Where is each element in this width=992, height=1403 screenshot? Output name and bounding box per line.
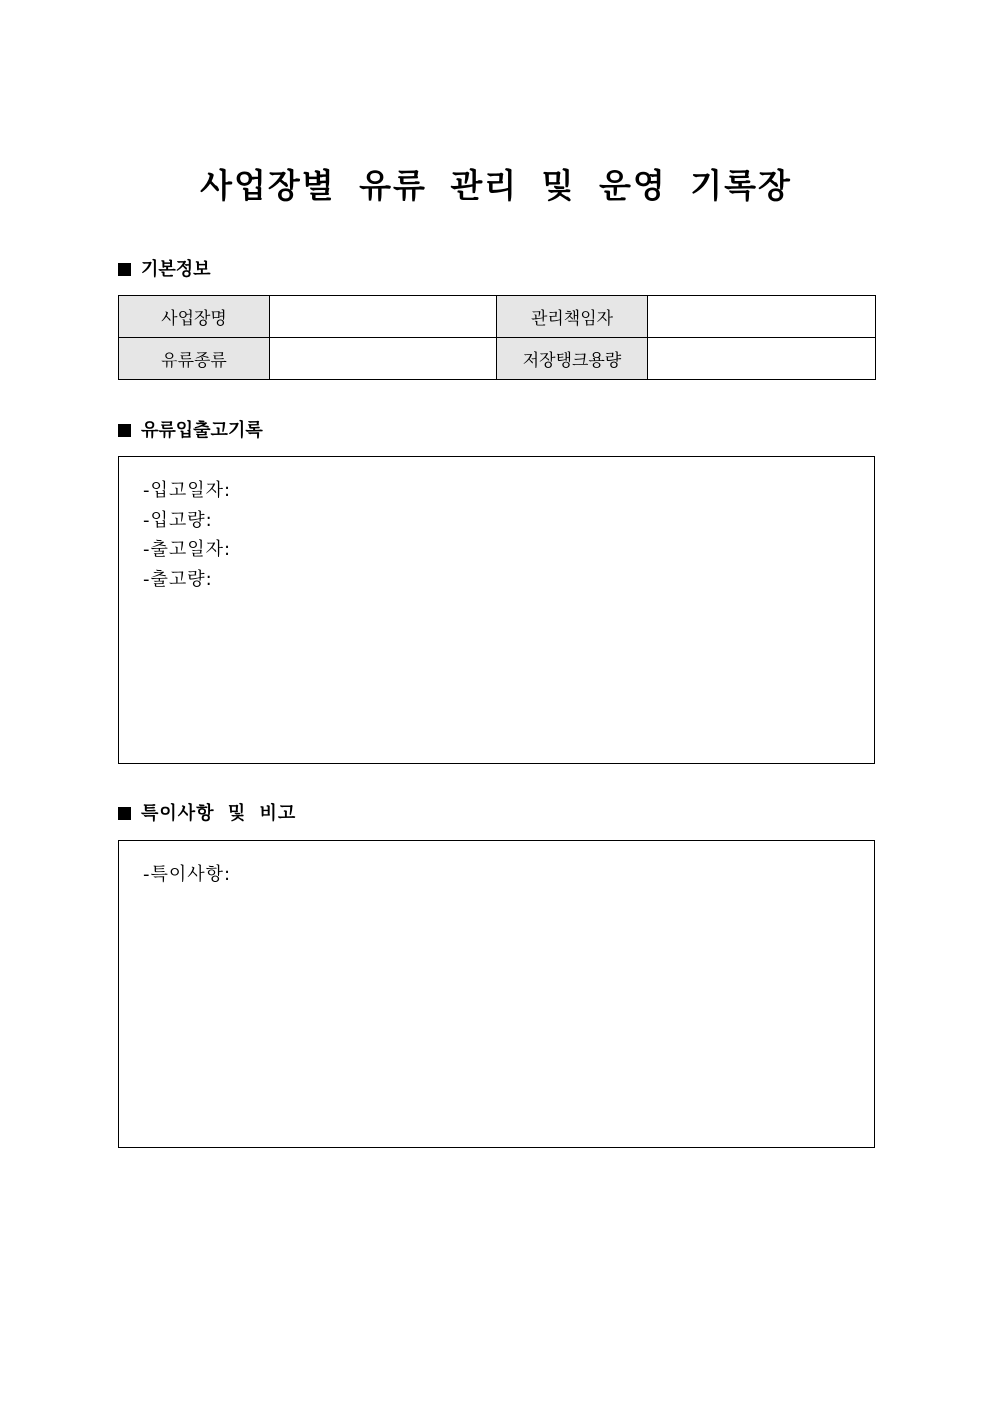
section-heading-records-label: 유류입출고기록 bbox=[141, 420, 263, 441]
table-row bbox=[119, 338, 876, 380]
tank-capacity-label: 저장탱크용량 bbox=[497, 338, 648, 380]
fuel-type-label: 유류종류 bbox=[119, 338, 270, 380]
square-bullet-icon bbox=[118, 424, 131, 437]
section-heading-basic-info bbox=[118, 258, 211, 282]
page-title: 사업장별 유류 관리 및 운영 기록장 bbox=[200, 166, 792, 205]
remarks-lines bbox=[143, 860, 231, 890]
fuel-type-field[interactable] bbox=[270, 338, 497, 380]
release-date-line: -출고일자: bbox=[143, 539, 232, 560]
receipt-amount-line: -입고량: bbox=[143, 509, 213, 531]
manager-label: 관리책임자 bbox=[497, 296, 648, 338]
section-heading-remarks bbox=[118, 802, 296, 826]
section-heading-basic-info-label: 기본정보 bbox=[141, 259, 211, 280]
basic-info-table bbox=[118, 295, 876, 380]
business-name-field[interactable] bbox=[270, 296, 497, 338]
records-box[interactable] bbox=[118, 456, 875, 764]
records-lines bbox=[143, 476, 231, 594]
receipt-date-line: -입고일자: bbox=[143, 480, 232, 501]
business-name-label: 사업장명 bbox=[119, 296, 270, 338]
table-row bbox=[119, 296, 876, 338]
section-heading-remarks-label: 특이사항 및 비고 bbox=[141, 803, 297, 824]
release-amount-line: -출고량: bbox=[143, 568, 213, 590]
remarks-box[interactable] bbox=[118, 840, 875, 1148]
section-heading-records bbox=[118, 419, 263, 443]
square-bullet-icon bbox=[118, 807, 131, 820]
manager-field[interactable] bbox=[648, 296, 876, 338]
square-bullet-icon bbox=[118, 263, 131, 276]
special-notes-line: -특이사항: bbox=[143, 864, 232, 885]
tank-capacity-field[interactable] bbox=[648, 338, 876, 380]
